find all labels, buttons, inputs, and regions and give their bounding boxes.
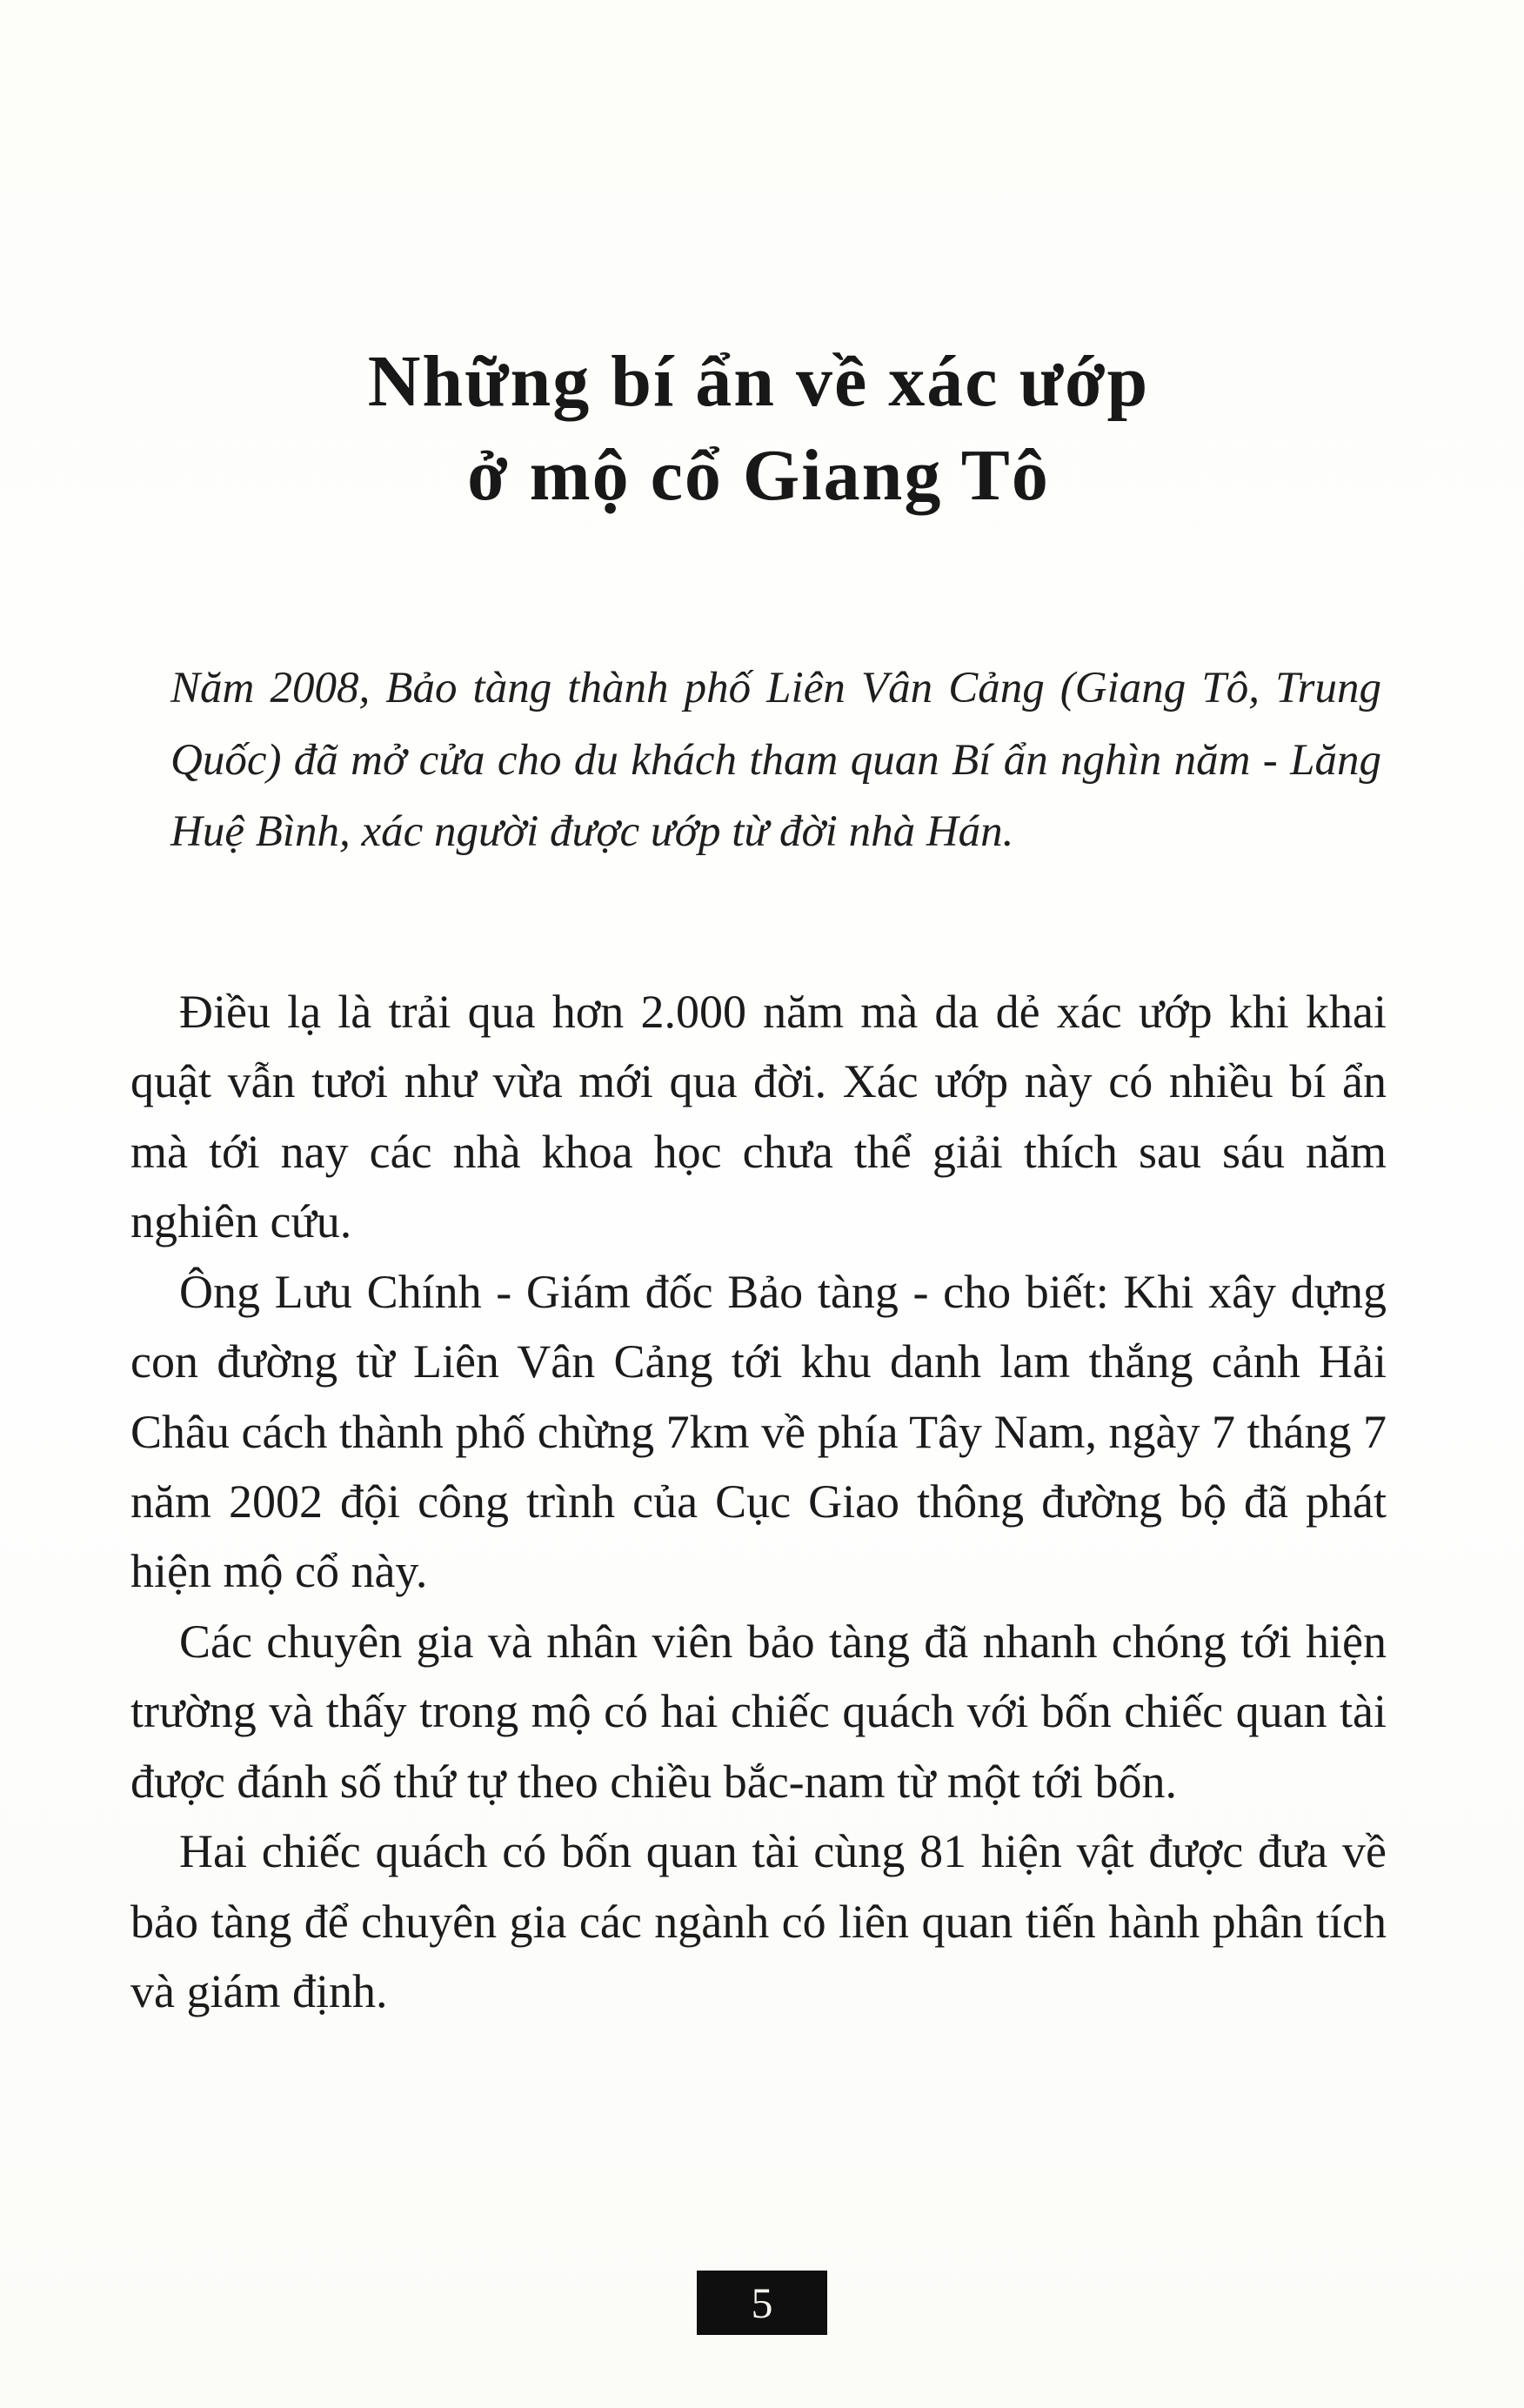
title-line-2: ở mộ cổ Giang Tô — [467, 434, 1050, 516]
page-title — [130, 335, 1387, 522]
page-number: 5 — [751, 2278, 773, 2327]
article-body — [130, 977, 1387, 2027]
body-paragraph-2: Ông Lưu Chính - Giám đốc Bảo tàng - cho biết: Khi xây dựng con đường từ Liên Vân Cảng tới khu danh lam thắng cảnh Hải Châu cách thành phố chừng 7km về phía Tây Nam, ngày 7 tháng 7 năm 2002 đội công trình của Cục Giao thông đường bộ đã phát hiện mộ cổ này. — [130, 1265, 1387, 1598]
body-paragraph-3: Các chuyên gia và nhân viên bảo tàng đã nhanh chóng tới hiện trường và thấy trong mộ có hai chiếc quách với bốn chiếc quan tài được đánh số thứ tự theo chiều bắc-nam từ một tới bốn. — [130, 1615, 1387, 1808]
body-paragraph-1: Điều lạ là trải qua hơn 2.000 năm mà da dẻ xác ướp khi khai quật vẫn tươi như vừa mới qua đời. Xác ướp này có nhiều bí ẩn mà tới nay các nhà khoa học chưa thể giải thích sau sáu năm nghiên cứu. — [130, 985, 1387, 1248]
page-number-badge — [697, 2271, 827, 2335]
body-paragraph-4: Hai chiếc quách có bốn quan tài cùng 81 hiện vật được đưa về bảo tàng để chuyên gia các ngành có liên quan tiến hành phân tích và giám định. — [130, 1825, 1387, 2018]
title-line-1: Những bí ẩn về xác ướp — [367, 341, 1150, 422]
lead-paragraph: Năm 2008, Bảo tàng thành phố Liên Vân Cảng (Giang Tô, Trung Quốc) đã mở cửa cho du khách tham quan Bí ẩn nghìn năm - Lăng Huệ Bình, xác người được ướp từ đời nhà Hán. — [170, 664, 1381, 857]
